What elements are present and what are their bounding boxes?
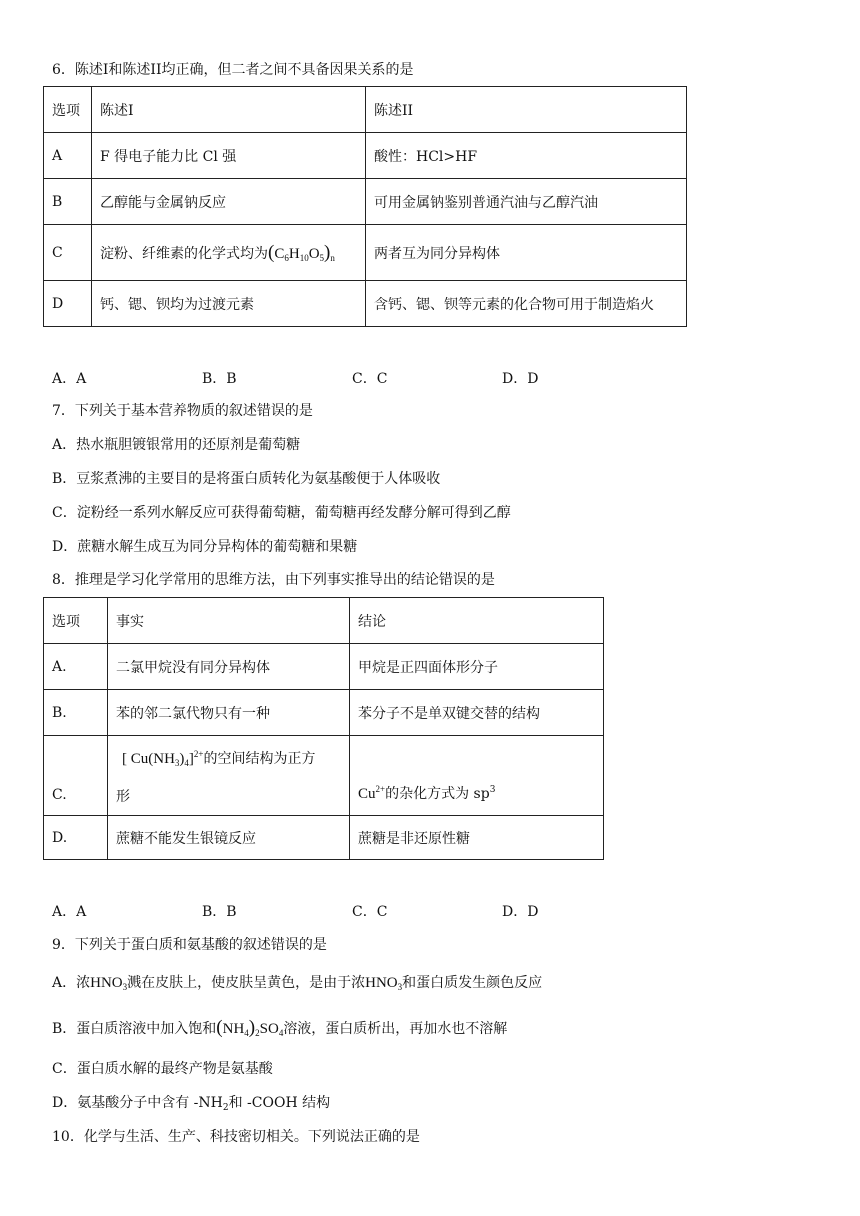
table-header-cell: 陈述I [92, 87, 366, 133]
table-cell-option: D. [44, 816, 108, 860]
q7-choice-d[interactable]: D．蔗糖水解生成互为同分异构体的葡萄糖和果糖 [52, 539, 358, 555]
choice-text: B．蛋白质溶液中加入饱和 [52, 1021, 217, 1037]
formula-nh4-2so4: $(NH_4)_2SO_4$ [216, 1017, 284, 1038]
table-cell-statement-1: 乙醇能与金属钠反应 [92, 179, 366, 225]
q7-choice-b[interactable]: B．豆浆煮沸的主要目的是将蛋白质转化为氨基酸便于人体吸收 [52, 471, 441, 487]
option-c[interactable]: C．C [352, 371, 388, 387]
table-cell-statement-1 [92, 225, 366, 281]
table-cell-fact: 蔗糖不能发生银镜反应 [108, 816, 350, 860]
q9-choice-a[interactable] [52, 973, 542, 997]
table-cell-statement-1: 钙、锶、钡均为过渡元素 [92, 281, 366, 327]
q9-stem: 9．下列关于蛋白质和氨基酸的叙述错误的是 [52, 937, 327, 953]
table-cell-conclusion: 甲烷是正四面体形分子 [350, 644, 604, 690]
table-row [44, 816, 604, 860]
formula-hno3: $HNO_3$ [365, 975, 403, 992]
choice-text: A．浓 [52, 975, 91, 991]
q6-options [52, 368, 652, 388]
table-header-row [44, 87, 687, 133]
table-header-row [44, 598, 604, 644]
table-cell-fact: 苯的邻二氯代物只有一种 [108, 690, 350, 736]
table-row [44, 133, 687, 179]
table-row [44, 179, 687, 225]
q8-stem: 8．推理是学习化学常用的思维方法，由下列事实推导出的结论错误的是 [52, 572, 495, 588]
conclusion-text: 的杂化方式为 sp [385, 786, 490, 802]
formula-cu2plus: $Cu^{2+}$ [358, 784, 386, 802]
table-cell-option: C [44, 225, 92, 281]
option-a[interactable]: A．A [52, 904, 87, 920]
table-header-cell: 选项 [44, 87, 92, 133]
option-a[interactable]: A．A [52, 371, 87, 387]
q9-choice-c[interactable]: C．蛋白质水解的最终产物是氨基酸 [52, 1061, 273, 1077]
option-b[interactable]: B．B [202, 904, 237, 920]
table-header-cell: 事实 [108, 598, 350, 644]
table-row [44, 644, 604, 690]
statement-text: 淀粉、纤维素的化学式均为 [100, 245, 268, 262]
table-cell-option: C. [44, 736, 108, 816]
table-cell-statement-1: F 得电子能力比 Cl 强 [92, 133, 366, 179]
table-cell-statement-2: 酸性：HCl>HF [366, 133, 687, 179]
superscript-3: 3 [489, 785, 496, 795]
table-cell-conclusion: 蔗糖是非还原性糖 [350, 816, 604, 860]
table-cell-option: A [44, 133, 92, 179]
q6-table [43, 86, 687, 327]
formula-c6h10o5-n: $(C_6H_{10}O_5)_n$ [268, 241, 335, 263]
table-header-cell: 结论 [350, 598, 604, 644]
table-row [44, 736, 604, 816]
option-b[interactable]: B．B [202, 371, 237, 387]
table-row [44, 281, 687, 327]
table-cell-option: B [44, 179, 92, 225]
table-cell-conclusion: 苯分子不是单双键交替的结构 [350, 690, 604, 736]
fact-text-line2: 形 [116, 789, 130, 805]
fact-text: 的空间结构为正方 [203, 751, 316, 767]
option-d[interactable]: D．D [502, 371, 539, 387]
table-cell-statement-2: 可用金属钠鉴别普通汽油与乙醇汽油 [366, 179, 687, 225]
q6-stem: 6．陈述I和陈述II均正确，但二者之间不具备因果关系的是 [52, 62, 414, 78]
subscript-2: 2 [222, 1103, 229, 1113]
q10-stem: 10．化学与生活、生产、科技密切相关。下列说法正确的是 [52, 1129, 420, 1145]
q7-choice-a[interactable]: A．热水瓶胆镀银常用的还原剂是葡萄糖 [52, 437, 301, 453]
table-cell-statement-2: 含钙、锶、钡等元素的化合物可用于制造焰火 [366, 281, 687, 327]
q8-table [43, 597, 604, 860]
choice-text: 和蛋白质发生颜色反应 [402, 975, 543, 991]
choice-text: 和 -COOH 结构 [228, 1095, 331, 1111]
table-row [44, 690, 604, 736]
choice-text: 溶液，蛋白质析出，再加水也不溶解 [283, 1021, 508, 1037]
q7-stem: 7．下列关于基本营养物质的叙述错误的是 [52, 403, 313, 419]
q9-choice-b[interactable] [52, 1018, 507, 1043]
option-c[interactable]: C．C [352, 904, 388, 920]
table-cell-conclusion [350, 736, 604, 816]
table-cell-fact [108, 736, 350, 816]
table-header-cell: 选项 [44, 598, 108, 644]
table-row [44, 225, 687, 281]
formula-cu-nh3-4-complex: [ $Cu(NH_3)_4]^{2+}$ [122, 749, 204, 768]
choice-text: 溅在皮肤上，使皮肤呈黄色，是由于浓 [127, 975, 366, 991]
q7-choice-c[interactable]: C．淀粉经一系列水解反应可获得葡萄糖，葡萄糖再经发酵分解可得到乙醇 [52, 505, 511, 521]
table-header-cell: 陈述II [366, 87, 687, 133]
formula-hno3: $HNO_3$ [90, 975, 128, 992]
option-d[interactable]: D．D [502, 904, 539, 920]
table-cell-option: A. [44, 644, 108, 690]
table-cell-statement-2: 两者互为同分异构体 [366, 225, 687, 281]
q8-options [52, 901, 652, 921]
q9-choice-d[interactable] [52, 1093, 330, 1118]
table-cell-fact: 二氯甲烷没有同分异构体 [108, 644, 350, 690]
table-cell-option: D [44, 281, 92, 327]
table-cell-option: B. [44, 690, 108, 736]
choice-text: D．氨基酸分子中含有 -NH [52, 1095, 223, 1111]
